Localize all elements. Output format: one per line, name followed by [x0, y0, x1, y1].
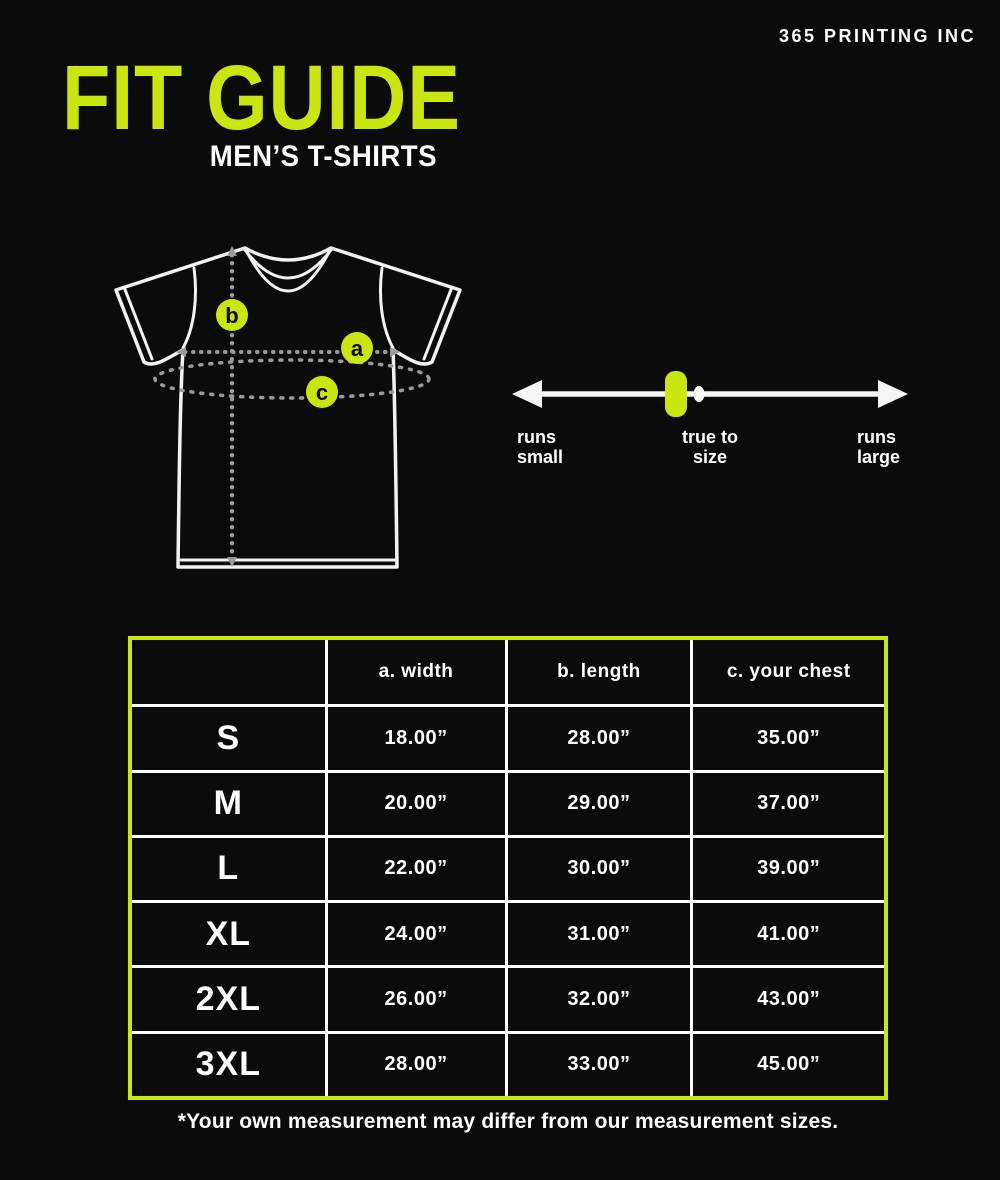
size-table — [128, 636, 888, 1100]
chest-cell: 37.00” — [693, 773, 884, 835]
chest-cell: 35.00” — [693, 707, 884, 769]
length-cell: 29.00” — [508, 773, 691, 835]
chest-cell: 41.00” — [693, 903, 884, 965]
width-cell: 24.00” — [328, 903, 505, 965]
length-cell: 31.00” — [508, 903, 691, 965]
chest-cell: 39.00” — [693, 838, 884, 900]
chest-cell: 43.00” — [693, 968, 884, 1030]
marker-a — [341, 332, 373, 364]
scale-label-true-to-size — [650, 428, 770, 468]
size-cell: S — [132, 707, 325, 769]
fit-scale-arrow — [505, 366, 915, 422]
tshirt-outline — [116, 248, 460, 567]
column-header-chest: c. your chest — [693, 640, 884, 704]
size-cell: L — [132, 838, 325, 900]
page-subtitle: MEN’S T-SHIRTS — [209, 140, 437, 173]
armhole-seam-left — [183, 268, 196, 348]
chest-cell: 45.00” — [693, 1034, 884, 1096]
right-arrowhead — [390, 347, 400, 357]
scale-label-runs-large — [857, 428, 900, 468]
width-cell: 18.00” — [328, 707, 505, 769]
chest-measure-ellipse — [155, 360, 429, 398]
size-cell: XL — [132, 903, 325, 965]
scale-label-line: runs — [517, 427, 557, 447]
brand-name: 365 PRINTING INC — [778, 26, 976, 46]
true-to-size-marker — [665, 371, 687, 417]
fit-scale — [505, 366, 915, 486]
length-cell: 30.00” — [508, 838, 691, 900]
length-cell: 32.00” — [508, 968, 691, 1030]
armhole-seam-right — [380, 268, 393, 348]
width-cell: 22.00” — [328, 838, 505, 900]
scale-label-line: large — [857, 446, 901, 467]
marker-c-letter: c — [315, 380, 329, 405]
column-header-length: b. length — [508, 640, 691, 704]
scale-dot — [694, 386, 705, 402]
scale-label-line: small — [517, 446, 564, 467]
scale-label-line: runs — [857, 427, 897, 447]
left-arrowhead — [512, 380, 542, 408]
size-cell: 3XL — [132, 1034, 325, 1096]
length-cell: 28.00” — [508, 707, 691, 769]
page-title: FIT GUIDE — [62, 47, 461, 149]
marker-a-letter: a — [350, 336, 364, 361]
size-cell: M — [132, 773, 325, 835]
marker-b — [216, 299, 248, 331]
scale-label-line: size — [692, 446, 728, 467]
tshirt-measurement-diagram — [95, 238, 475, 583]
right-arrowhead — [878, 380, 908, 408]
size-cell: 2XL — [132, 968, 325, 1030]
width-cell: 26.00” — [328, 968, 505, 1030]
width-cell: 20.00” — [328, 773, 505, 835]
width-cell: 28.00” — [328, 1034, 505, 1096]
length-cell: 33.00” — [508, 1034, 691, 1096]
marker-b-letter: b — [225, 303, 239, 328]
column-header-width: a. width — [328, 640, 505, 704]
collar-band-line — [247, 252, 329, 291]
column-header-empty — [132, 640, 325, 704]
scale-label-line: true to — [682, 427, 738, 447]
marker-c — [306, 376, 338, 408]
footnote: *Your own measurement may differ from our measurement sizes. — [177, 1110, 839, 1133]
scale-label-runs-small — [517, 428, 563, 468]
